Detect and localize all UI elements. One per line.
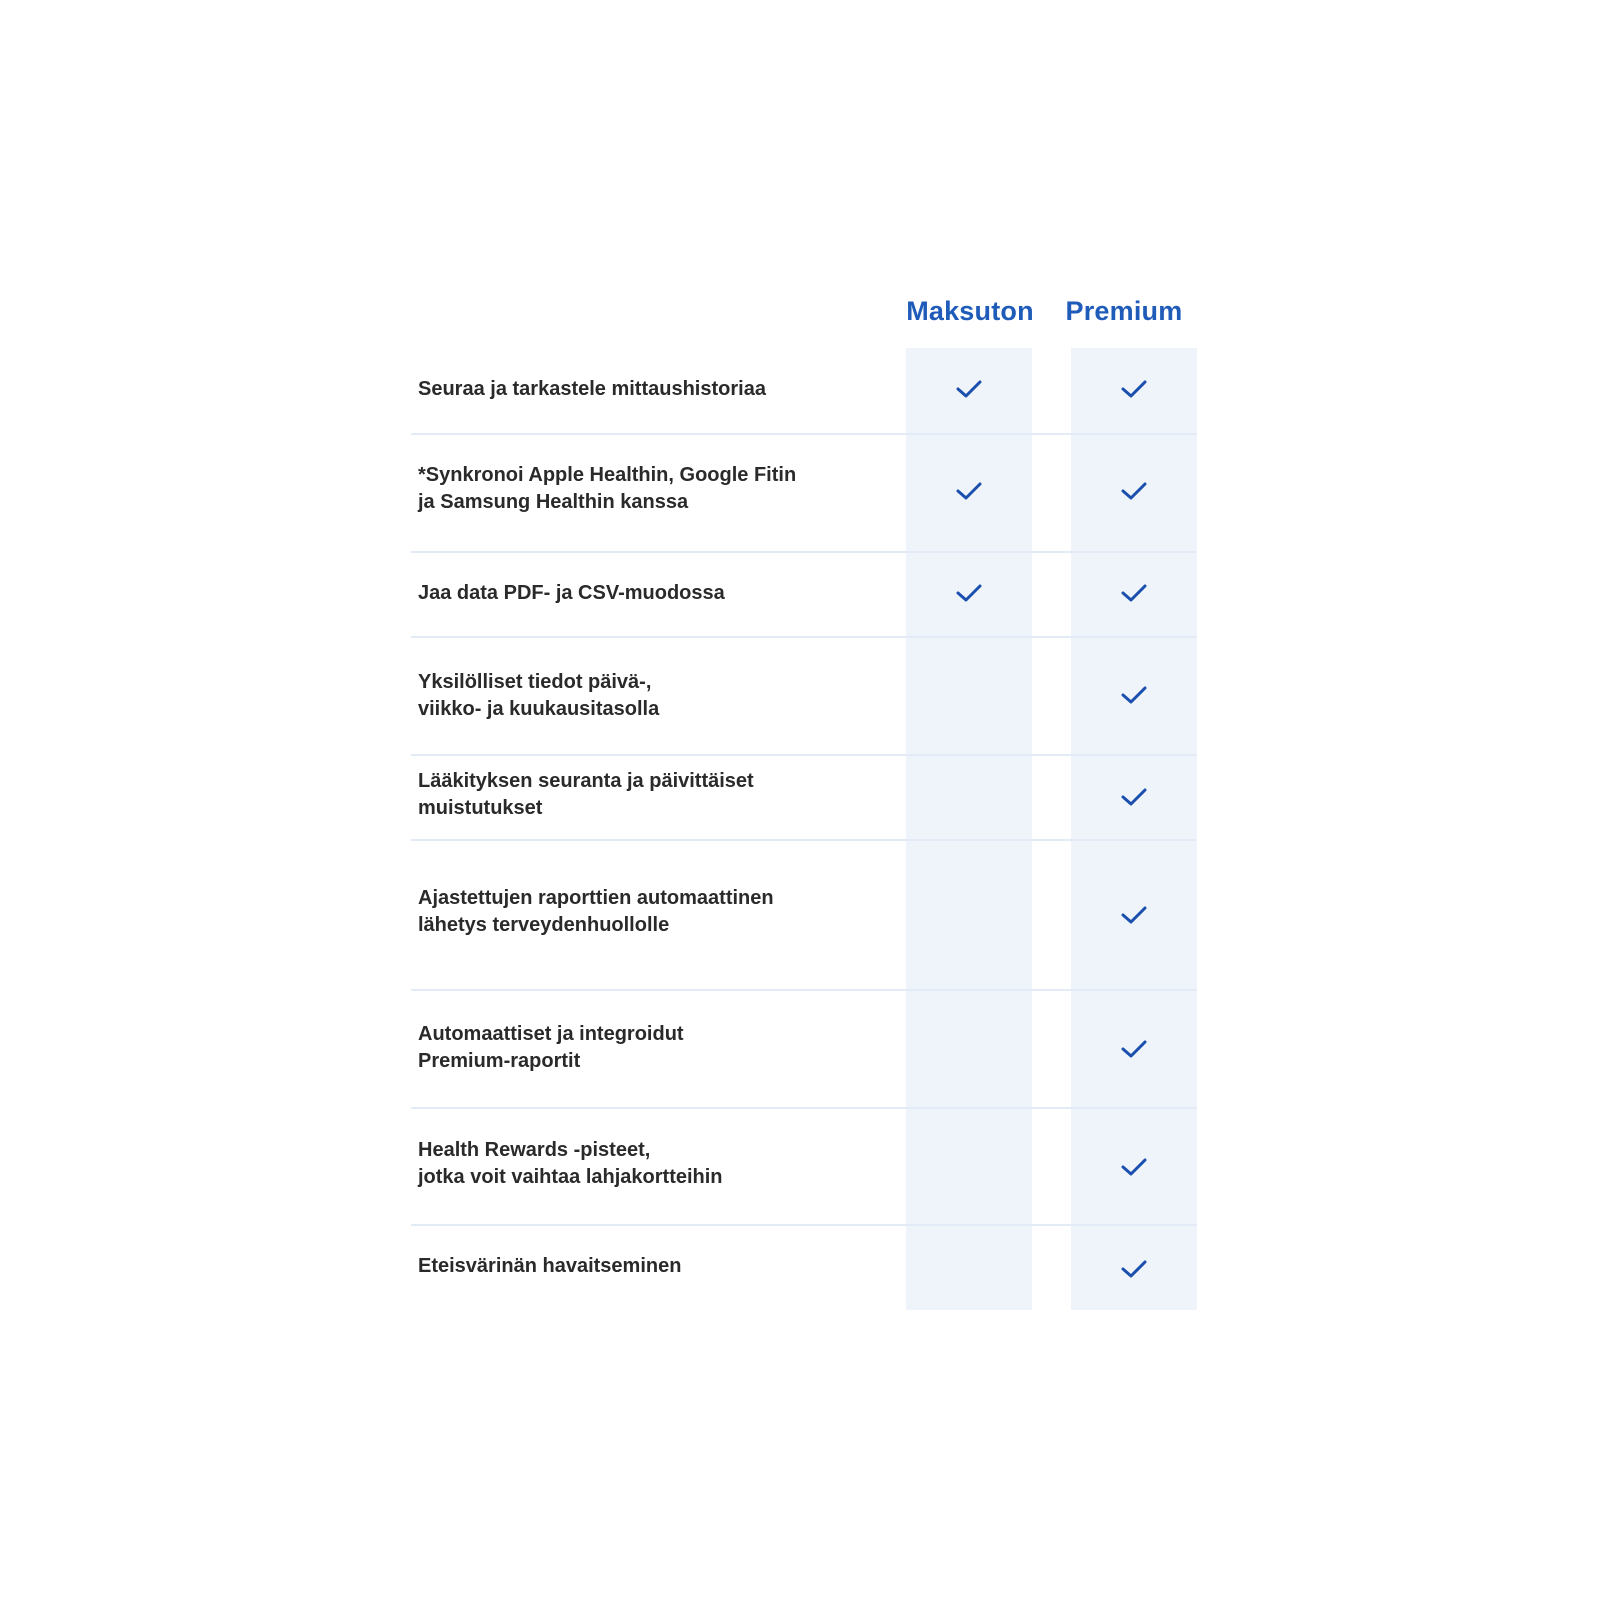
row-divider: [411, 1224, 1197, 1226]
column-header-premium: Premium: [1065, 296, 1183, 326]
feature-label: Health Rewards -pisteet, jotka voit vaihtaa lahjakortteihin: [418, 1139, 723, 1188]
check-icon: [1119, 903, 1149, 927]
row-divider: [411, 989, 1197, 991]
row-divider: [411, 1107, 1197, 1109]
check-icon: [954, 377, 984, 401]
check-icon: [1119, 683, 1149, 707]
feature-label: Yksilölliset tiedot päivä-, viikko- ja kuukausitasolla: [418, 671, 660, 720]
row-divider: [411, 754, 1197, 756]
check-icon: [1119, 581, 1149, 605]
row-divider: [411, 433, 1197, 435]
check-icon: [1119, 1257, 1149, 1281]
feature-label: Eteisvärinän havaitseminen: [418, 1255, 682, 1277]
check-icon: [954, 479, 984, 503]
feature-label: Lääkityksen seuranta ja päivittäiset muistutukset: [418, 770, 754, 819]
check-icon: [1119, 479, 1149, 503]
feature-label: Ajastettujen raporttien automaattinen lähetys terveydenhuollolle: [418, 887, 774, 936]
check-icon: [1119, 1155, 1149, 1179]
feature-label: Seuraa ja tarkastele mittaushistoriaa: [418, 378, 766, 400]
row-divider: [411, 551, 1197, 553]
check-icon: [954, 581, 984, 605]
check-icon: [1119, 1037, 1149, 1061]
check-icon: [1119, 377, 1149, 401]
row-divider: [411, 839, 1197, 841]
feature-label: Automaattiset ja integroidut Premium-raportit: [418, 1023, 684, 1072]
feature-label: *Synkronoi Apple Healthin, Google Fitin ja Samsung Healthin kanssa: [418, 464, 797, 513]
check-icon: [1119, 785, 1149, 809]
feature-label: Jaa data PDF- ja CSV-muodossa: [418, 582, 725, 604]
row-divider: [411, 636, 1197, 638]
column-header-maksuton: Maksuton: [906, 296, 1034, 326]
